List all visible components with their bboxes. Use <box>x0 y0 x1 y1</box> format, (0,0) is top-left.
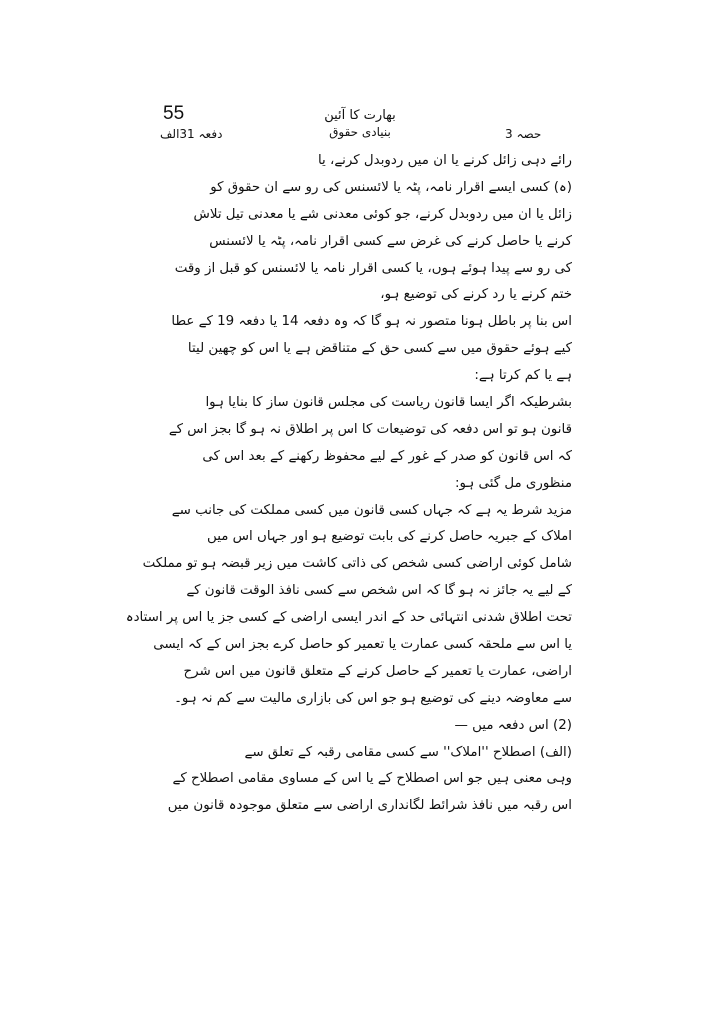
text-line: ہے یا کم کرتا ہے: <box>474 368 572 384</box>
text-line: اس رقبہ میں نافذ شرائط لگانداری اراضی سے متعلق موجودہ قانون میں <box>167 798 572 814</box>
text-line: کے لیے یہ جائز نہ ہو گا کہ اس شخص سے کسی نافذ الوقت قانون کے <box>186 583 572 599</box>
text-line: رائے دہی زائل کرنے یا ان میں ردوبدل کرنے، یا <box>317 153 572 168</box>
text-line: (ہ) کسی ایسے اقرار نامہ، پٹہ یا لائسنس کی رو سے ان حقوق کو <box>210 179 572 195</box>
text-line: کی رو سے پیدا ہوئے ہوں، یا کسی اقرار نامہ یا لائسنس کو قبل از وقت <box>174 260 572 276</box>
chapter-subtitle: بنیادی حقوق <box>329 125 391 139</box>
text-line: ختم کرنے یا رد کرنے کی توضیع ہو، <box>380 287 572 303</box>
text-line: تحت اطلاق شدنی انتہائی حد کے اندر ایسی اراضی کے کسی جز یا اس پر استادہ <box>125 610 572 626</box>
text-line: کیے ہوئے حقوق میں سے کسی حق کے متناقض ہے یا اس کو چھین لیتا <box>187 341 572 357</box>
text-line: مزید شرط یہ ہے کہ جہاں کسی قانون میں کسی مملکت کی جانب سے <box>171 502 572 518</box>
article-reference: دفعہ 31الف <box>160 127 223 141</box>
text-line: یا اس سے ملحقہ کسی عمارت یا تعمیر کو حاصل کرے بجز اس کے کہ ایسی <box>153 637 572 653</box>
text-line: سے معاوضہ دینے کی توضیع ہو جو اس کی بازاری مالیت سے کم نہ ہو۔ <box>174 690 572 706</box>
part-reference: حصہ 3 <box>505 127 542 141</box>
text-line: کرنے یا حاصل کرنے کی غرض سے کسی اقرار نامہ، پٹہ یا لائسنس <box>209 233 572 249</box>
text-line: قانون ہو تو اس دفعہ کی توضیعات کا اس پر اطلاق نہ ہو گا بجز اس کے <box>168 421 572 437</box>
text-line: وہی معنی ہیں جو اس اصطلاح کے یا اس کے مساوی مقامی اصطلاح کے <box>172 771 572 787</box>
text-line: منظوری مل گئی ہو: <box>455 475 572 491</box>
text-line: بشرطیکہ اگر ایسا قانون ریاست کی مجلس قانون ساز کا بنایا ہوا <box>205 395 572 411</box>
text-line: اس بنا پر باطل ہونا متصور نہ ہو گا کہ وہ دفعہ 14 یا دفعہ 19 کے عطا <box>171 314 572 330</box>
text-line: زائل یا ان میں ردوبدل کرنے، جو کوئی معدنی شے یا معدنی تیل تلاش <box>193 206 572 222</box>
page-number: 55 <box>163 103 185 124</box>
text-line: شامل کوئی اراضی کسی شخص کی ذاتی کاشت میں زیر قبضہ ہو تو مملکت <box>142 556 572 572</box>
body-text <box>125 148 572 820</box>
text-line: املاک کے جبریہ حاصل کرنے کی بابت توضیع ہو اور جہاں اس میں <box>207 529 572 545</box>
document-title: بھارت کا آئین <box>324 108 396 123</box>
text-line: (الف) اصطلاح ''املاک'' سے کسی مقامی رقبہ کے تعلق سے <box>244 744 572 760</box>
text-line: کہ اس قانون کو صدر کے غور کے لیے محفوظ رکھنے کے بعد اس کی <box>202 448 572 464</box>
text-line: (2) اس دفعہ میں — <box>454 717 572 733</box>
text-line: اراضی، عمارت یا تعمیر کے حاصل کرنے کے متعلق قانون میں اس شرح <box>183 663 572 679</box>
